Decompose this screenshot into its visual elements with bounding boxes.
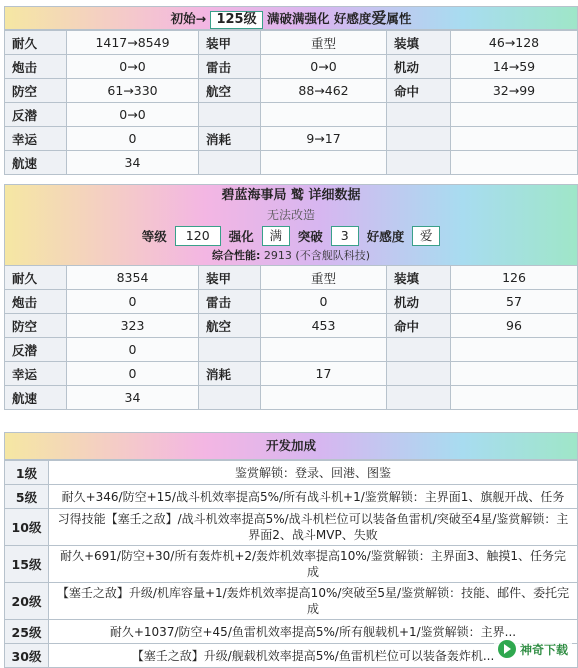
dev-level: 25级 — [5, 620, 49, 644]
stat-label — [387, 362, 451, 386]
stat-value: 0 — [67, 362, 199, 386]
stat-value: 61→330 — [67, 79, 199, 103]
stat-value — [451, 151, 578, 175]
dev-bonus-text: 耐久+1037/防空+45/鱼雷机效率提高5%/所有舰载机+1/鉴赏解锁：主界... — [49, 620, 578, 644]
stat-value: 0→0 — [67, 55, 199, 79]
stat-label: 航空 — [199, 314, 261, 338]
stat-label: 装填 — [387, 31, 451, 55]
stat-value — [261, 103, 387, 127]
score-label: 综合性能: — [212, 249, 260, 262]
dev-bonus-text: 耐久+691/防空+30/所有轰炸机+2/轰炸机效率提高10%/鉴赏解锁：主界面3、触摸1、任务完成 — [49, 546, 578, 583]
stat-value: 96 — [451, 314, 578, 338]
dev-bonus-row — [5, 583, 578, 620]
watermark-text: 神奇下载 — [520, 641, 568, 658]
dev-bonus-text: 习得技能【塞壬之敌】/战斗机效率提高5%/战斗机栏位可以装备鱼雷机/突破至4星/鉴赏解锁：主界面2、战斗MVP、失败 — [49, 509, 578, 546]
stat-label: 航空 — [199, 79, 261, 103]
stat-value: 0 — [67, 290, 199, 314]
stat-label: 雷击 — [199, 290, 261, 314]
banner-suffix: 满破满强化 好感度 — [267, 11, 371, 26]
initial-stats-table — [4, 30, 578, 175]
dev-bonus-text: 【塞壬之敌】升级/舰载机效率提高5%/鱼雷机栏位可以装备轰炸机... — [49, 644, 578, 668]
stat-value: 0 — [67, 127, 199, 151]
level-value: 120 — [175, 226, 221, 246]
dev-bonus-section — [4, 432, 578, 668]
stat-value: 17 — [261, 362, 387, 386]
breakthrough-label: 突破 — [298, 227, 323, 245]
initial-stats-section — [4, 6, 578, 175]
stat-label — [387, 338, 451, 362]
stat-label: 装甲 — [199, 266, 261, 290]
stat-label: 装填 — [387, 266, 451, 290]
stat-row — [5, 55, 578, 79]
stat-row — [5, 31, 578, 55]
dev-bonus-row — [5, 620, 578, 644]
stat-value: 32→99 — [451, 79, 578, 103]
stat-row — [5, 151, 578, 175]
stat-value: 453 — [261, 314, 387, 338]
dev-level: 10级 — [5, 509, 49, 546]
stat-value: 0→0 — [261, 55, 387, 79]
stat-label — [199, 103, 261, 127]
banner-love: 爱 — [371, 9, 386, 27]
dev-bonus-text: 【塞壬之敌】升级/机库容量+1/轰炸机效率提高10%/突破至5星/鉴赏解锁：技能、邮件、委托完成 — [49, 583, 578, 620]
stat-label — [199, 151, 261, 175]
dev-level: 20级 — [5, 583, 49, 620]
banner-prefix: 初始→ — [171, 11, 206, 26]
detail-section — [4, 184, 578, 410]
stat-value: 8354 — [67, 266, 199, 290]
dev-bonus-text: 耐久+346/防空+15/战斗机效率提高5%/所有战斗机+1/鉴赏解锁：主界面1、旗舰开战、任务 — [49, 485, 578, 509]
stat-value: 9→17 — [261, 127, 387, 151]
stat-row — [5, 79, 578, 103]
stat-label: 命中 — [387, 79, 451, 103]
dev-level: 1级 — [5, 461, 49, 485]
score-line — [5, 249, 577, 265]
stat-value: 1417→8549 — [67, 31, 199, 55]
stat-row — [5, 362, 578, 386]
stat-label: 消耗 — [199, 127, 261, 151]
dev-level: 30级 — [5, 644, 49, 668]
dev-bonus-title: 开发加成 — [4, 432, 578, 460]
stat-row — [5, 338, 578, 362]
dev-bonus-row — [5, 509, 578, 546]
enhance-label: 强化 — [229, 227, 254, 245]
watermark — [494, 639, 572, 659]
stat-value: 重型 — [261, 31, 387, 55]
dev-bonus-table — [4, 460, 578, 668]
stat-label — [387, 127, 451, 151]
enhance-value: 满 — [262, 226, 290, 246]
stat-value: 0 — [67, 338, 199, 362]
stat-label — [387, 151, 451, 175]
stat-label: 机动 — [387, 290, 451, 314]
stat-value: 126 — [451, 266, 578, 290]
stat-value: 57 — [451, 290, 578, 314]
stat-value: 46→128 — [451, 31, 578, 55]
dev-level: 15级 — [5, 546, 49, 583]
stat-label: 航速 — [5, 386, 67, 410]
dev-bonus-row — [5, 461, 578, 485]
stat-label: 反潜 — [5, 103, 67, 127]
stat-value — [451, 386, 578, 410]
stat-label: 装甲 — [199, 31, 261, 55]
stat-label: 耐久 — [5, 266, 67, 290]
detail-title: 碧蓝海事局 鹫 详细数据 — [5, 185, 577, 207]
stat-label: 耐久 — [5, 31, 67, 55]
affinity-label: 好感度 — [367, 227, 405, 245]
stat-label: 雷击 — [199, 55, 261, 79]
stat-value — [261, 338, 387, 362]
stat-value — [451, 127, 578, 151]
initial-stats-banner — [4, 6, 578, 30]
score-note: (不含舰队科技) — [295, 249, 370, 262]
stat-row — [5, 386, 578, 410]
dev-level: 5级 — [5, 485, 49, 509]
detail-header — [4, 184, 578, 265]
stat-value — [451, 362, 578, 386]
breakthrough-value: 3 — [331, 226, 359, 246]
stat-value — [451, 103, 578, 127]
stat-label: 防空 — [5, 314, 67, 338]
stat-row — [5, 266, 578, 290]
play-logo-icon — [498, 640, 516, 658]
stat-label: 命中 — [387, 314, 451, 338]
stat-label: 炮击 — [5, 290, 67, 314]
stat-row — [5, 103, 578, 127]
stat-label: 机动 — [387, 55, 451, 79]
dev-bonus-row — [5, 644, 578, 668]
stat-value: 0 — [261, 290, 387, 314]
dev-bonus-row — [5, 485, 578, 509]
dev-bonus-text: 鉴赏解锁：登录、回港、图鉴 — [49, 461, 578, 485]
stat-label: 炮击 — [5, 55, 67, 79]
stat-value: 323 — [67, 314, 199, 338]
dev-bonus-row — [5, 546, 578, 583]
stat-row — [5, 290, 578, 314]
stat-value: 34 — [67, 386, 199, 410]
stat-label: 反潜 — [5, 338, 67, 362]
stat-value: 88→462 — [261, 79, 387, 103]
stat-value — [261, 386, 387, 410]
stat-label: 防空 — [5, 79, 67, 103]
detail-params — [5, 223, 577, 249]
level-label: 等级 — [142, 227, 167, 245]
stat-value: 重型 — [261, 266, 387, 290]
banner-level: 125级 — [210, 11, 262, 29]
detail-stats-table — [4, 265, 578, 410]
stat-value — [261, 151, 387, 175]
stat-label: 幸运 — [5, 127, 67, 151]
stat-label: 消耗 — [199, 362, 261, 386]
stat-value: 0→0 — [67, 103, 199, 127]
stat-label: 幸运 — [5, 362, 67, 386]
stat-row — [5, 127, 578, 151]
score-value: 2913 — [264, 249, 292, 262]
stat-label: 航速 — [5, 151, 67, 175]
stat-label — [199, 338, 261, 362]
detail-subtitle: 无法改造 — [5, 207, 577, 223]
stat-value: 14→59 — [451, 55, 578, 79]
stat-label — [199, 386, 261, 410]
stat-value: 34 — [67, 151, 199, 175]
stat-label — [387, 103, 451, 127]
stat-label — [387, 386, 451, 410]
affinity-value: 爱 — [412, 226, 440, 246]
stat-value — [451, 338, 578, 362]
banner-end: 属性 — [386, 11, 411, 26]
stat-row — [5, 314, 578, 338]
